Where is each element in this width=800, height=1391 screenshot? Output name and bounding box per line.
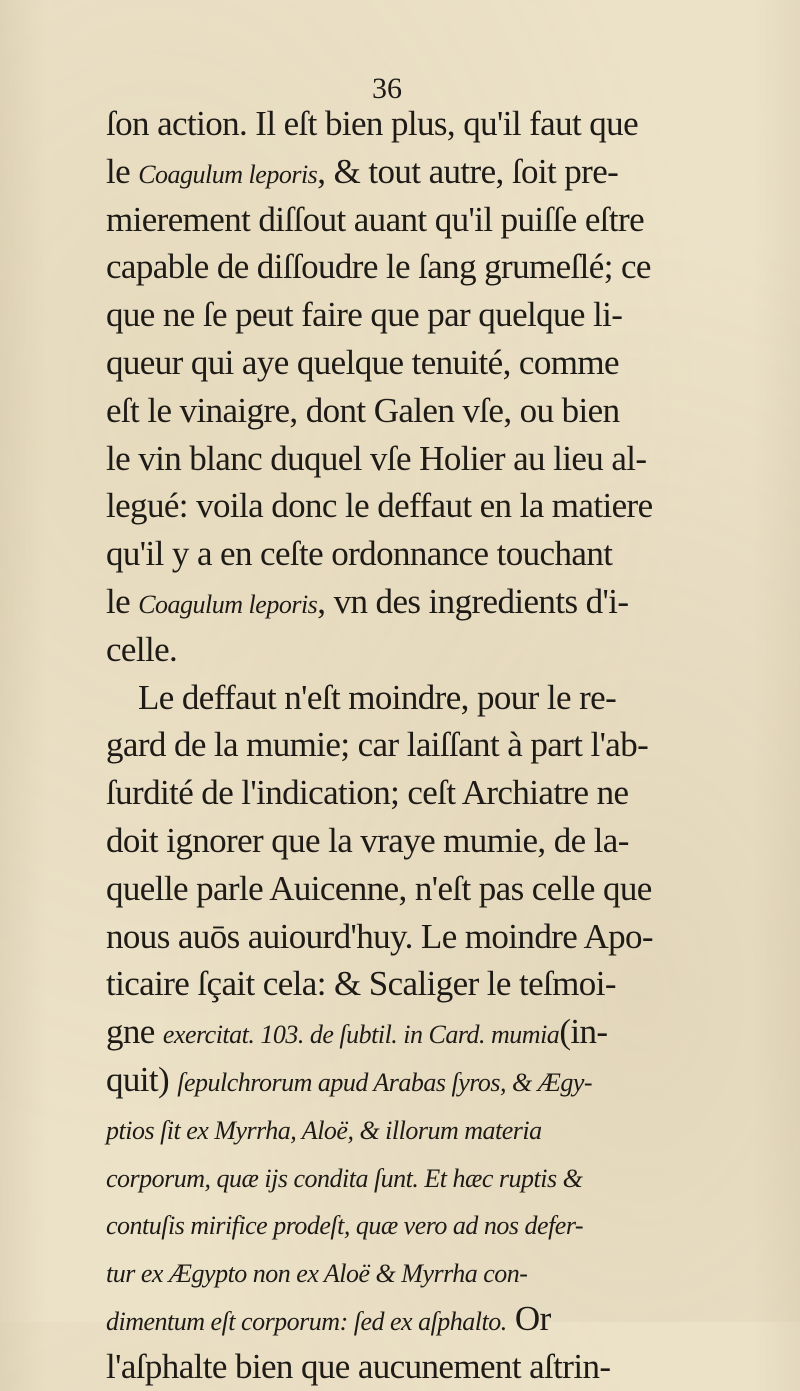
text-line: doit ignorer que la vraye mumie, de la- [106,820,629,860]
page-number: 36 [372,72,402,105]
text-line: gne exercitat. 103. de ſubtil. in Card. mumia(in- [106,1012,608,1052]
text-line: ptios ſit ex Myrrha, Aloë, & illorum materia [106,1115,542,1145]
text-line: mierement diſſout auant qu'il puiſſe eſtre [106,199,645,239]
text-line: l'aſphalte bien que aucunement aſtrin- [106,1346,611,1386]
text-line: celle. [106,629,178,669]
text-line: contuſis mirifice prodeſt, quæ vero ad nos defer- [106,1211,584,1241]
body-text [106,100,752,1391]
text-line: ſon action. Il eſt bien plus, qu'il faut que [106,104,639,143]
text-line: ſurdité de l'indication; ceſt Archiatre ne [106,773,629,813]
text-line: gard de la mumie; car laiſſant à part l'ab- [106,725,649,765]
text-line: le Coagulum leporis, & tout autre, ſoit pre- [106,151,619,191]
text-line: tur ex Ægypto non ex Aloë & Myrrha con- [106,1259,528,1289]
text-line: legué: voila donc le deffaut en la matiere [106,486,653,526]
text-line: nous auōs auiourd'huy. Le moindre Apo- [106,916,653,956]
text-line: qu'il y a en ceſte ordonnance touchant [106,534,613,574]
text-line: quelle parle Auicenne, n'eſt pas celle que [106,868,652,908]
text-line: le Coagulum leporis, vn des ingredients d'i- [106,581,629,621]
text-line: le vin blanc duquel vſe Holier au lieu al- [106,438,647,478]
text-line: que ne ſe peut faire que par quelque li- [106,295,623,335]
text-line: eſt le vinaigre, dont Galen vſe, ou bien [106,390,620,430]
text-line: queur qui aye quelque tenuité, comme [106,342,619,382]
text-line: capable de diſſoudre le ſang grumeſlé; ce [106,247,651,287]
text-line: quit) ſepulchrorum apud Arabas ſyros, & Ægy- [106,1059,593,1099]
text-line: ticaire ſçait cela: & Scaliger le teſmoi- [106,964,616,1004]
text-line: corporum, quæ ijs condita ſunt. Et hæc ruptis & [106,1163,583,1193]
text-line: dimentum eſt corporum: ſed ex aſphalto. Or [106,1298,551,1338]
text-line: Le deffaut n'eſt moindre, pour le re- [138,677,617,717]
